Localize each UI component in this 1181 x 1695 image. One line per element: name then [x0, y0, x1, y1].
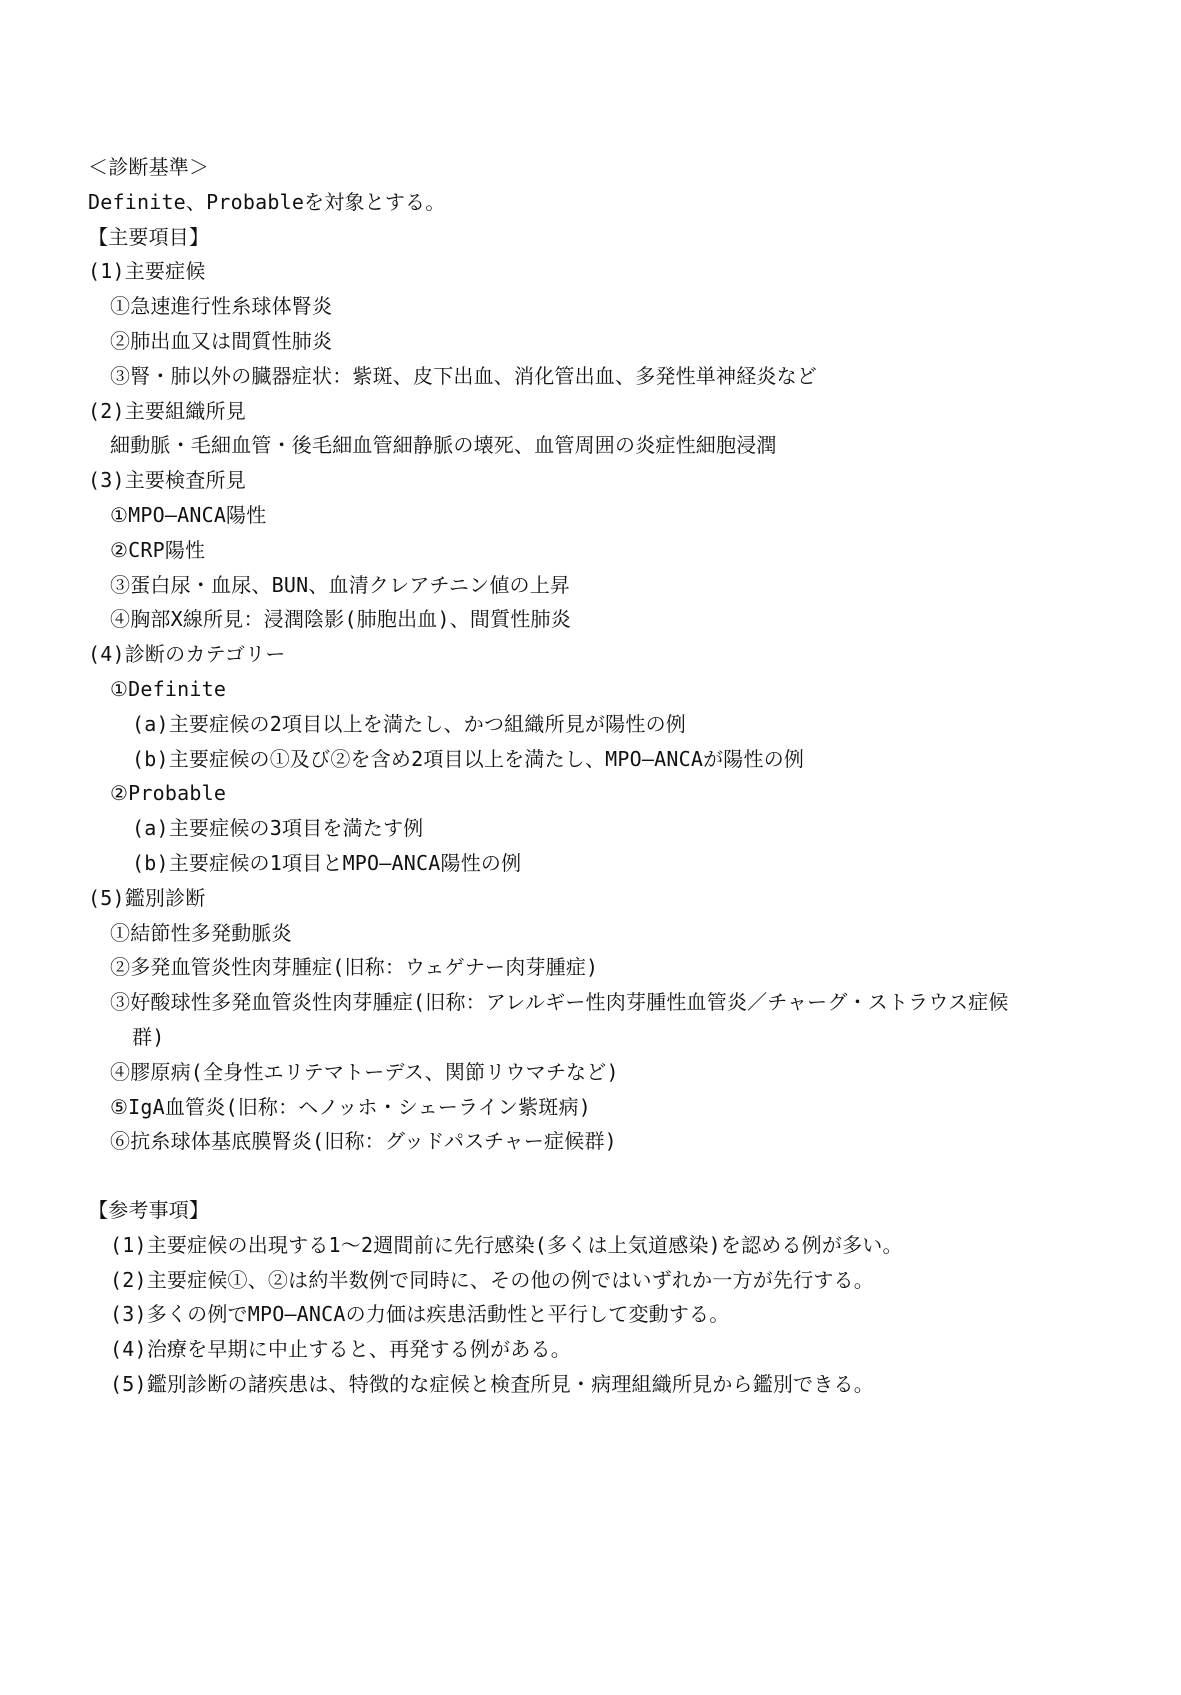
- list-item: ③好酸球性多発血管炎性肉芽腫症(旧称：アレルギー性肉芽腫性血管炎／チャーグ・ストラウス症候: [110, 990, 1009, 1015]
- reference-item: (3)多くの例でMPO―ANCAの力価は疾患活動性と平行して変動する。: [110, 1302, 730, 1327]
- list-item: 細動脈・毛細血管・後毛細血管細静脈の壊死、血管周囲の炎症性細胞浸潤: [110, 433, 777, 458]
- list-item: ①MPO―ANCA陽性: [110, 502, 267, 527]
- list-item: ③蛋白尿・血尿、BUN、血清クレアチニン値の上昇: [110, 572, 571, 597]
- section-title: (1)主要症候: [88, 259, 206, 284]
- list-item: ⑥抗糸球体基底膜腎炎(旧称：グッドパスチャー症候群): [110, 1129, 617, 1154]
- references-heading: 【参考事項】: [88, 1198, 210, 1222]
- list-item: ④膠原病(全身性エリテマトーデス、関節リウマチなど): [110, 1059, 619, 1084]
- reference-item: (5)鑑別診断の諸疾患は、特徴的な症候と検査所見・病理組織所見から鑑別できる。: [110, 1371, 874, 1396]
- section-title: (3)主要検査所見: [88, 468, 246, 493]
- section-title: (5)鑑別診断: [88, 885, 206, 910]
- list-item: (a)主要症候の3項目を満たす例: [132, 816, 424, 841]
- list-item: ①結節性多発動脈炎: [110, 920, 292, 945]
- list-item: ①急速進行性糸球体腎炎: [110, 294, 333, 319]
- list-item: ②肺出血又は間質性肺炎: [110, 328, 333, 353]
- list-item: (b)主要症候の1項目とMPO―ANCA陽性の例: [132, 850, 522, 875]
- diagnostic-criteria: [88, 150, 1148, 1159]
- list-item: ④胸部X線所見：浸潤陰影(肺胞出血)、間質性肺炎: [110, 607, 571, 632]
- list-item: ⑤IgA血管炎(旧称：ヘノッホ・シェーライン紫斑病): [110, 1094, 591, 1119]
- list-item: ②多発血管炎性肉芽腫症(旧称：ウェゲナー肉芽腫症): [110, 955, 599, 980]
- list-item: (b)主要症候の①及び②を含め2項目以上を満たし、MPO―ANCAが陽性の例: [132, 746, 805, 771]
- reference-item: (4)治療を早期に中止すると、再発する例がある。: [110, 1337, 571, 1362]
- reference-item: (2)主要症候①、②は約半数例で同時に、その他の例ではいずれか一方が先行する。: [110, 1267, 874, 1292]
- list-item: (a)主要症候の2項目以上を満たし、かつ組織所見が陽性の例: [132, 711, 686, 736]
- category-probable: ②Probable: [110, 781, 227, 806]
- list-item: ③腎・肺以外の臓器症状：紫斑、皮下出血、消化管出血、多発性単神経炎など: [110, 363, 817, 388]
- list-item-continuation: 群): [132, 1024, 165, 1049]
- section-title: (2)主要組織所見: [88, 398, 246, 423]
- reference-item: (1)主要症候の出現する1～2週間前に先行感染(多くは上気道感染)を認める例が多い。: [110, 1232, 903, 1257]
- criteria-target: Definite、Probableを対象とする。: [88, 189, 446, 214]
- criteria-heading: ＜診断基準＞: [88, 155, 210, 179]
- section-title: (4)診断のカテゴリー: [88, 642, 286, 667]
- reference-notes: [88, 1193, 1148, 1402]
- category-definite: ①Definite: [110, 676, 227, 701]
- main-items-heading: 【主要項目】: [88, 224, 210, 249]
- list-item: ②CRP陽性: [110, 537, 206, 562]
